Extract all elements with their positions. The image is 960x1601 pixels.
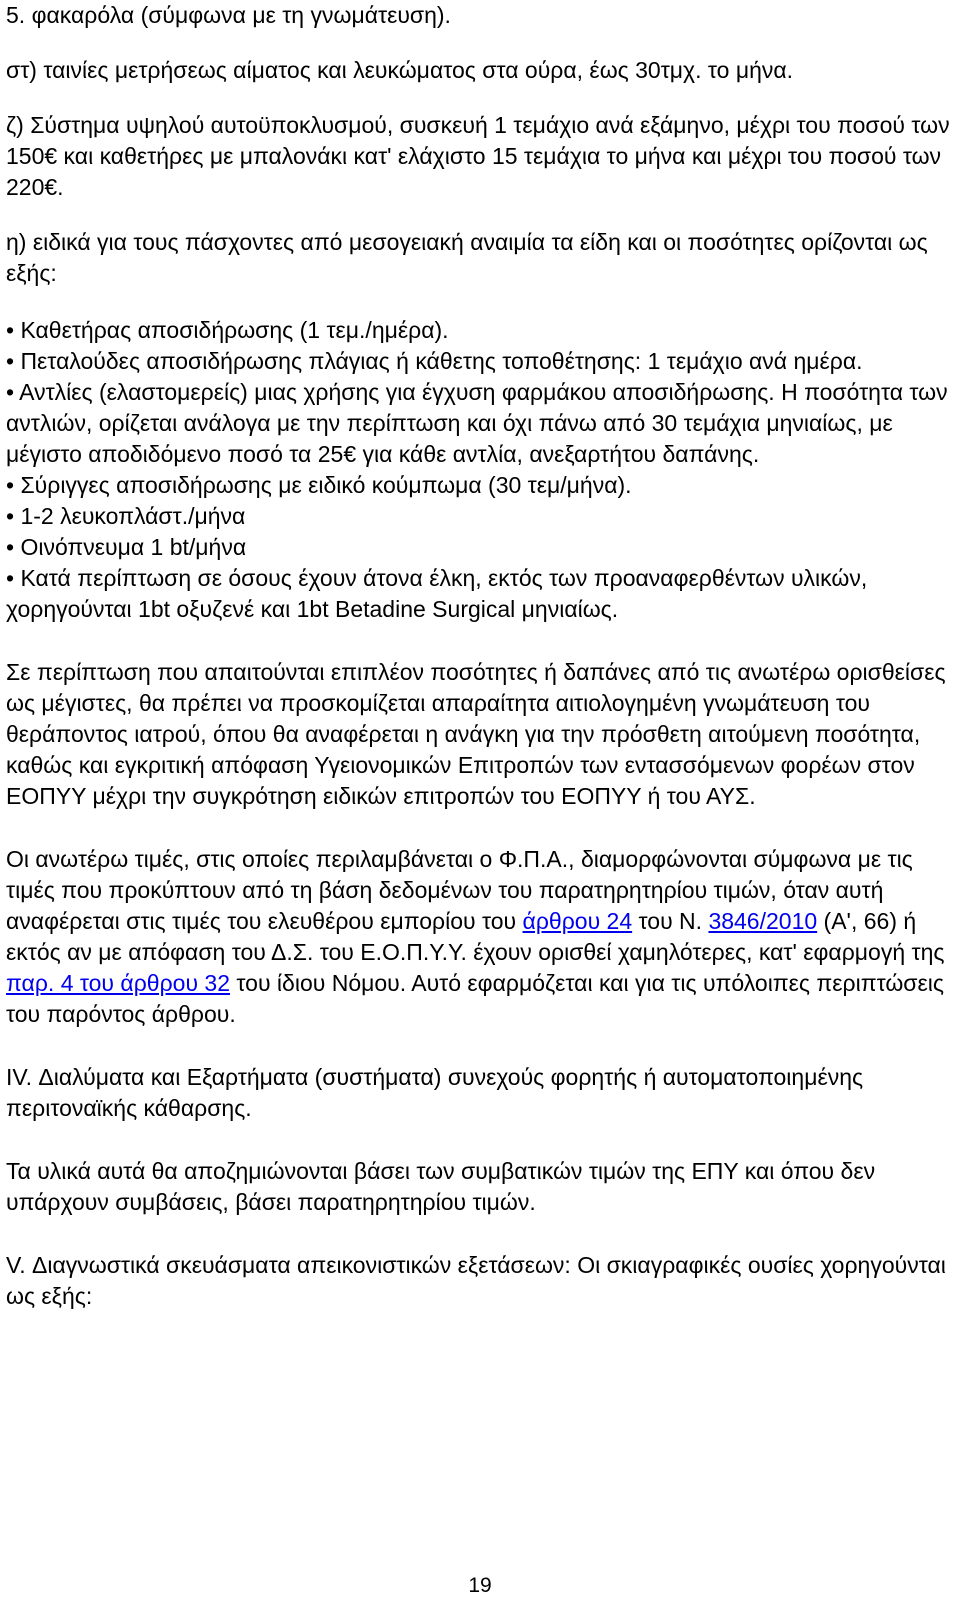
item-st: στ) ταινίες μετρήσεως αίματος και λευκώματος στα ούρα, έως 30τμχ. το μήνα. xyxy=(6,57,794,83)
bullet-list xyxy=(6,315,950,625)
paragraph-prices xyxy=(6,844,950,1030)
bullet-item: • Σύριγγες αποσιδήρωσης με ειδικό κούμπωμα (30 τεμ/μήνα). xyxy=(6,472,632,498)
list-item-5: 5. φακαρόλα (σύμφωνα με τη γνωμάτευση). xyxy=(6,2,451,28)
paragraph-extra-quantities: Σε περίπτωση που απαιτούνται επιπλέον ποσότητες ή δαπάνες από τις ανωτέρω ορισθείσες ως μέγιστες, θα πρέπει να προσκομίζεται απαραίτητα αιτιολογημένη γνωμάτευση του θεράποντος ιατρού, όπου θα αναφέρεται η ανάγκη για την πρόσθετη αιτούμενη ποσότητα, καθώς και εγκριτική απόφαση Υγειονομικών Επιτροπών των εντασσόμενων φορέων στον ΕΟΠΥΥ μέχρι την συγκρότηση ειδικών επιτροπών του ΕΟΠΥΥ ή του ΑΥΣ. xyxy=(6,659,946,809)
section-v-heading: V. Διαγνωστικά σκευάσματα απεικονιστικών εξετάσεων: Οι σκιαγραφικές ουσίες χορηγούνται ως εξής: xyxy=(6,1252,946,1309)
bullet-item: • Οινόπνευμα 1 bt/μήνα xyxy=(6,534,247,560)
page-number: 19 xyxy=(468,1574,492,1597)
section-iv-heading: IV. Διαλύματα και Εξαρτήματα (συστήματα) συνεχούς φορητής ή αυτοματοποιημένης περιτοναϊκής κάθαρσης. xyxy=(6,1064,864,1121)
bullet-item: • Κατά περίπτωση σε όσους έχουν άτονα έλκη, εκτός των προαναφερθέντων υλικών, χορηγούνται 1bt οξυζενέ και 1bt Betadine Surgical μηνιαίως. xyxy=(6,565,868,622)
bullet-item: • Πεταλούδες αποσιδήρωσης πλάγιας ή κάθετης τοποθέτησης: 1 τεμάχιο ανά ημέρα. xyxy=(6,348,863,374)
item-eta: η) ειδικά για τους πάσχοντες από μεσογειακή αναιμία τα είδη και οι ποσότητες ορίζονται ως εξής: xyxy=(6,229,928,286)
bullet-item: • 1-2 λευκοπλάστ./μήνα xyxy=(6,503,246,529)
link-article-24[interactable]: άρθρου 24 xyxy=(522,908,633,934)
paragraph-prices-text: (Α', 66) ή εκτός αν με απόφαση του Δ.Σ. του Ε.Ο.Π.Υ.Υ. έχουν ορισθεί χαμηλότερες, κατ' εφαρμογή της xyxy=(6,908,945,965)
paragraph-epy: Τα υλικά αυτά θα αποζημιώνονται βάσει των συμβατικών τιμών της ΕΠΥ και όπου δεν υπάρχουν συμβάσεις, βάσει παρατηρητηρίου τιμών. xyxy=(6,1158,876,1215)
paragraph-prices-text: του ίδιου Νόμου. Αυτό εφαρμόζεται και για τις υπόλοιπες περιπτώσεις του παρόντος άρθρου. xyxy=(6,970,944,1027)
paragraph-prices-text: Οι ανωτέρω τιμές, στις οποίες περιλαμβάνεται ο Φ.Π.Α., διαμορφώνονται σύμφωνα με τις τιμές που προκύπτουν από τη βάση δεδομένων του παρατηρητηρίου τιμών, όταν αυτή αναφέρεται στις τιμές του ελευθέρου εμπορίου του xyxy=(6,846,913,934)
bullet-item: • Καθετήρας αποσιδήρωσης (1 τεμ./ημέρα). xyxy=(6,317,449,343)
item-z: ζ) Σύστημα υψηλού αυτοϋποκλυσμού, συσκευή 1 τεμάχιο ανά εξάμηνο, μέχρι του ποσού των 150€ και καθετήρες με μπαλονάκι κατ' ελάχιστο 15 τεμάχια το μήνα και μέχρι του ποσού των 220€. xyxy=(6,112,950,200)
paragraph-prices-text: του Ν. xyxy=(632,908,709,934)
link-par-4-article-32[interactable]: παρ. 4 του άρθρου 32 xyxy=(6,970,231,996)
document-page xyxy=(6,0,950,1312)
bullet-item: • Αντλίες (ελαστομερείς) μιας χρήσης για έγχυση φαρμάκου αποσιδήρωσης. Η ποσότητα των αντλιών, ορίζεται ανάλογα με την περίπτωση και όχι πάνω από 30 τεμάχια μηνιαίως, με μέγιστο αποδιδόμενο ποσό τα 25€ για κάθε αντλία, ανεξαρτήτου δαπάνης. xyxy=(6,379,948,467)
link-law-3846-2010[interactable]: 3846/2010 xyxy=(708,908,818,934)
